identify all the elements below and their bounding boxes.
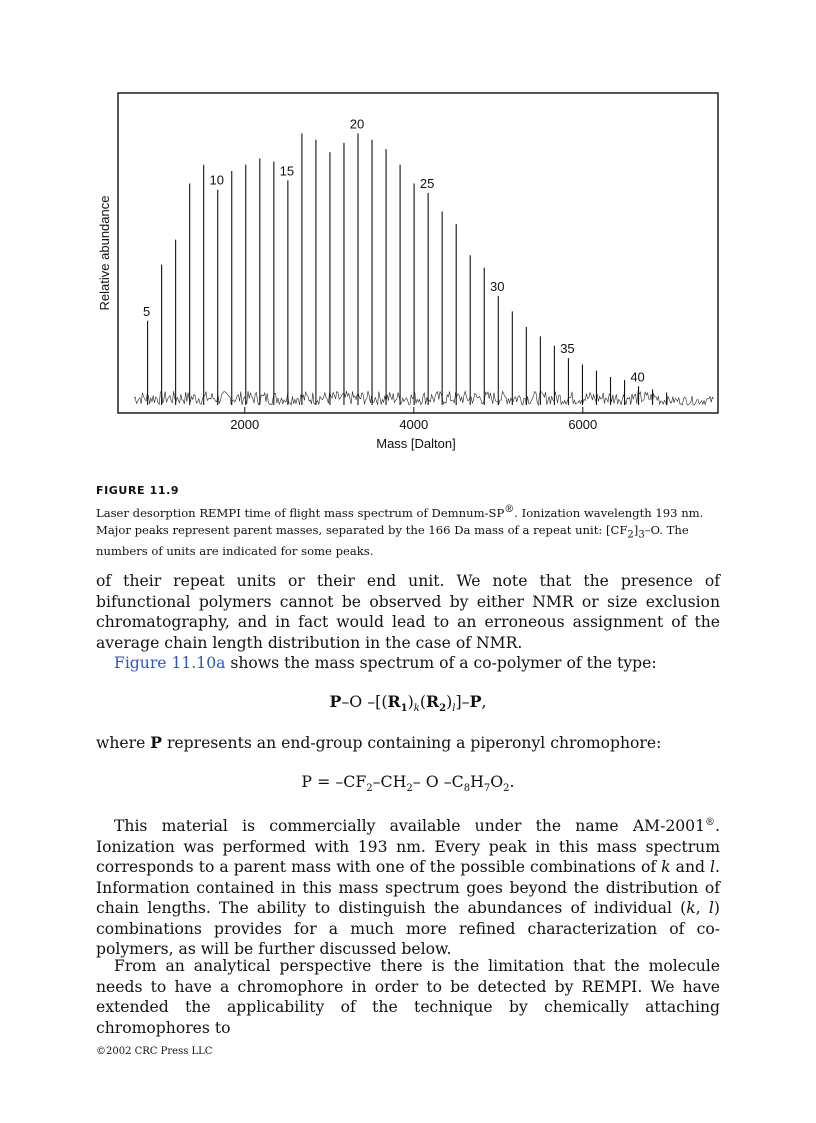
x-tick-label-2000: 2000 — [230, 417, 260, 432]
figure-label: FIGURE 11.9 — [96, 484, 180, 497]
peak-label-40: 40 — [630, 369, 645, 385]
equation-copolymer: P–O $-[(R_1)_k(R_2)_l]-P$, — [329, 692, 487, 715]
x-axis-label: Mass [Dalton] — [376, 436, 456, 451]
peak-label-20: 20 — [349, 116, 365, 132]
x-tick-label-6000: 6000 — [568, 417, 598, 432]
equation-end-group: $P = -CF_2-CH_2-$ O $-C_8H_7O_2$. — [301, 772, 515, 795]
peak-label-5: 5 — [142, 303, 151, 319]
paragraph-4: This material is commercially available under the name AM-2001®. Ionization was performed with 193 nm. Every peak in this mass spectrum corresponds to a parent mass with one of the possible combinations of k and l. Information contained in this mass spectrum goes beyond the distribution of chain lengths. The ability to distinguish the abundances of individual (k, l) combinations provides for a much more refined characterization of co-polymers, as will be further discussed below. — [96, 817, 720, 959]
mass-spectrum-chart — [0, 0, 816, 470]
figure-caption: FIGURE 11.9 Laser desorption REMPI time of flight mass spectrum of Demnum-SP®. Ionization wavelength 193 nm. Major peaks represent parent masses, separated by the 166 Da mass of a repeat unit: $[CF_2]_3-O$. The numbers of units are indicated for some peaks. — [96, 482, 722, 560]
peak-label-10: 10 — [209, 172, 224, 188]
x-tick-label-4000: 4000 — [399, 417, 429, 432]
peak-label-30: 30 — [490, 278, 505, 294]
plot-frame — [118, 93, 718, 413]
paragraph-5: From an analytical perspective there is the limitation that the molecule needs to have a chromophore in order to be detected by REMPI. We have extended the applicability of the technique by chemically attaching chromophores to — [96, 957, 720, 1037]
figure-11-10a-link[interactable]: Figure 11.10a — [114, 654, 226, 672]
paragraph-3: where P represents an end-group containing a piperonyl chromophore: — [96, 733, 662, 752]
peak-label-15: 15 — [279, 163, 295, 179]
paragraph-2: Figure 11.10a shows the mass spectrum of a co-polymer of the type: — [114, 654, 657, 672]
copyright-footer: ©2002 CRC Press LLC — [96, 1046, 213, 1057]
paragraph-1: of their repeat units or their end unit. We note that the presence of bifunctional polymers cannot be observed by either NMR or size exclusion chromatography, and in fact would lead to an erroneous assignment of the average chain length distribution in the case of NMR. — [96, 572, 720, 652]
peak-label-35: 35 — [560, 341, 575, 357]
peak-label-25: 25 — [419, 175, 435, 191]
figure-11-9 — [0, 0, 816, 470]
baseline-noise — [134, 391, 714, 405]
y-axis-label: Relative abundance — [97, 195, 112, 311]
